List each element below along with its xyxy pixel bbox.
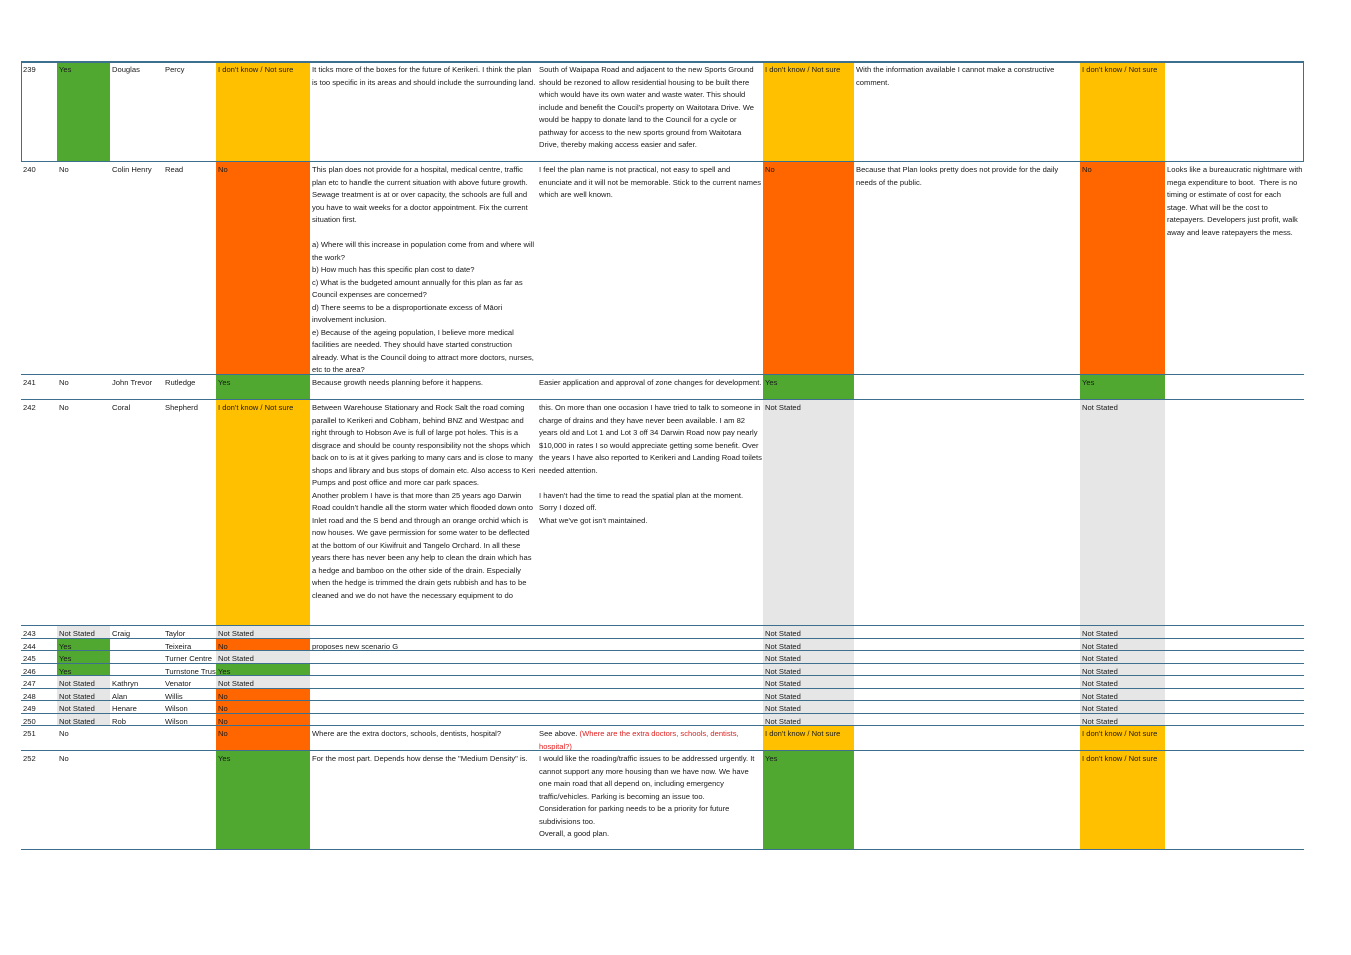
table-row xyxy=(21,725,1304,750)
cell-support: No xyxy=(216,639,310,651)
cell-comment: Looks like a bureaucratic nightmare with mega expenditure to boot. There is no timing or estimate of cost for each stage. What will be the cost to ratepayers. Developers just profit, walk away and leave ratepayers the mess. xyxy=(1167,165,1305,237)
cell-support: No xyxy=(216,726,310,750)
cell-last-name: Taylor xyxy=(165,629,186,638)
cell-first-name: Alan xyxy=(112,691,128,701)
cell-id: 245 xyxy=(23,654,36,663)
cell-comment: Where are the extra doctors, schools, dentists, hospital? xyxy=(312,729,502,738)
table-row xyxy=(21,663,1304,676)
cell-comment xyxy=(854,751,1080,849)
cell-comment xyxy=(854,400,1080,625)
cell-answer: No xyxy=(59,729,69,738)
cell-support: Not Stated xyxy=(1080,689,1165,701)
cell-last-name: Willis xyxy=(165,691,183,701)
cell-support: Not Stated xyxy=(763,651,854,663)
cell-answer: Yes xyxy=(57,664,110,676)
table-row xyxy=(21,625,1304,638)
cell-comment xyxy=(1165,714,1304,726)
cell-support: Not Stated xyxy=(1080,664,1165,676)
cell-answer: Yes xyxy=(57,62,110,161)
cell-answer: Not Stated xyxy=(57,676,110,688)
cell-id: 241 xyxy=(23,378,36,387)
cell-support: I don't know / Not sure xyxy=(1080,751,1165,849)
cell-last-name xyxy=(163,751,216,849)
table-row xyxy=(21,374,1304,399)
cell-answer: No xyxy=(59,165,69,174)
cell-comment: proposes new scenario G xyxy=(312,641,399,651)
cell-support: No xyxy=(216,689,310,701)
cell-support: Not Stated xyxy=(1080,639,1165,651)
cell-comment: Between Warehouse Stationary and Rock Salt the road coming parallel to Kerikeri and Cobham, behind BNZ and Westpac and right through to Hobson Ave is full of large pot holes. This is a disgrace and should be county responsibility not the shops which back on to is at it gives parking to many cars and is close to many shops and library and bus stops of domain etc. Also access to Keri Pumps and post office and more car park spaces. Another problem I have is that more than 25 years ago Darwin Road couldn't handle all the storm water which flooded down onto Inlet road and the S bend and through an orange orchid which is now houses. We gave permission for some water to be deflected at the bottom of our Kiwifruit and Tangelo Orchard. In all these years there has never been any help to clean the drain which has a hedge and bamboo on the other side of the drain. Especially when the hedge is trimmed the drain gets rubbish and has to be cleaned and we do not have the necessary equipment to do xyxy=(312,403,536,600)
cell-comment xyxy=(1165,726,1304,750)
cell-answer: Not Stated xyxy=(57,701,110,713)
cell-comment xyxy=(537,676,763,688)
cell-last-name: Shepherd xyxy=(165,403,198,412)
table-row xyxy=(21,61,1304,161)
cell-id: 250 xyxy=(23,716,36,726)
cell-support: Yes xyxy=(1080,375,1165,399)
cell-comment: South of Waipapa Road and adjacent to the new Sports Ground should be rezoned to allow residential housing to be built there which would have its own water and waste water. This should include and benefit the Coucil's property on Waitotara Drive. We would be happy to donate land to the Council for a cycle or pathway for access to the new sports ground from Waitotara Drive, thereby making access easier and safer. xyxy=(539,65,757,149)
cell-support: No xyxy=(216,162,310,374)
cell-comment: Because that Plan looks pretty does not provide for the daily needs of the public. xyxy=(856,165,1061,187)
cell-support: No xyxy=(763,162,854,374)
cell-support: I don't know / Not sure xyxy=(1080,62,1165,161)
cell-last-name: Rutledge xyxy=(165,378,196,387)
cell-support: Not Stated xyxy=(763,689,854,701)
cell-comment xyxy=(310,664,537,676)
cell-id: 242 xyxy=(23,403,36,412)
cell-comment xyxy=(537,639,763,651)
cell-comment xyxy=(854,714,1080,726)
cell-support: No xyxy=(216,701,310,713)
cell-first-name xyxy=(110,751,163,849)
cell-comment: I feel the plan name is not practical, not easy to spell and enunciate and it will not be memorable. Stick to the current names which are well known. xyxy=(539,165,762,199)
cell-id: 246 xyxy=(23,666,36,676)
cell-support: No xyxy=(1080,162,1165,374)
cell-comment xyxy=(537,714,763,726)
cell-last-name: Turner Centre xyxy=(165,654,212,663)
table-row xyxy=(21,399,1304,625)
cell-first-name xyxy=(110,639,163,651)
cell-comment xyxy=(854,726,1080,750)
cell-support: Not Stated xyxy=(1080,651,1165,663)
cell-support: Not Stated xyxy=(216,676,310,688)
cell-first-name xyxy=(110,726,163,750)
cell-first-name: John Trevor xyxy=(112,378,153,387)
cell-comment: Easier application and approval of zone changes for development. xyxy=(539,378,762,387)
cell-support: Yes xyxy=(216,751,310,849)
cell-support: Not Stated xyxy=(763,626,854,638)
cell-comment xyxy=(1165,400,1304,625)
cell-last-name: Percy xyxy=(165,65,185,74)
cell-id: 252 xyxy=(23,754,36,763)
cell-last-name xyxy=(163,726,216,750)
cell-first-name: Rob xyxy=(112,716,126,726)
cell-support: Yes xyxy=(216,375,310,399)
cell-comment xyxy=(854,651,1080,663)
cell-first-name: Henare xyxy=(112,704,137,713)
cell-last-name: Turnstone Trus xyxy=(165,666,216,676)
cell-id: 248 xyxy=(23,691,36,701)
cell-comment xyxy=(854,639,1080,651)
cell-comment xyxy=(854,375,1080,399)
cell-comment xyxy=(310,626,537,638)
cell-support: I don't know / Not sure xyxy=(1080,726,1165,750)
comment-text: See above. xyxy=(539,729,578,738)
cell-id: 239 xyxy=(23,65,36,74)
cell-last-name: Wilson xyxy=(165,716,188,726)
cell-support: I don't know / Not sure xyxy=(763,726,854,750)
cell-support: Not Stated xyxy=(216,651,310,663)
spreadsheet xyxy=(21,61,1304,850)
cell-support: Not Stated xyxy=(763,676,854,688)
table-row xyxy=(21,161,1304,374)
cell-id: 249 xyxy=(23,704,36,713)
cell-comment xyxy=(1165,639,1304,651)
cell-comment xyxy=(1165,651,1304,663)
cell-support: Not Stated xyxy=(1080,676,1165,688)
cell-answer: Yes xyxy=(57,651,110,663)
cell-first-name: Craig xyxy=(112,629,131,638)
cell-comment xyxy=(537,689,763,701)
cell-comment xyxy=(537,626,763,638)
cell-last-name: Venator xyxy=(165,679,192,688)
cell-support: Yes xyxy=(763,751,854,849)
cell-support: Not Stated xyxy=(1080,714,1165,726)
cell-first-name xyxy=(110,664,163,676)
cell-support: Not Stated xyxy=(1080,701,1165,713)
cell-comment: For the most part. Depends how dense the "Medium Density" is. xyxy=(312,754,528,763)
cell-comment xyxy=(1165,701,1304,713)
cell-last-name: Wilson xyxy=(165,704,188,713)
cell-id: 244 xyxy=(23,641,36,651)
cell-answer: No xyxy=(59,754,69,763)
table-row xyxy=(21,700,1304,713)
cell-comment xyxy=(537,701,763,713)
table-row xyxy=(21,688,1304,701)
cell-id: 247 xyxy=(23,679,36,688)
cell-support: I don't know / Not sure xyxy=(763,62,854,161)
cell-comment xyxy=(310,676,537,688)
cell-comment: I would like the roading/traffic issues to be addressed urgently. It cannot support any more housing than we have now. We have one main road that all depend on, including emergency traffic/vehicles. Parking is becoming an issue too. Consideration for parking needs to be a priority for future subdivisions too. Overall, a good plan. xyxy=(539,754,755,838)
cell-id: 240 xyxy=(23,165,36,174)
cell-id: 251 xyxy=(23,729,36,738)
cell-support: Not Stated xyxy=(763,714,854,726)
cell-comment xyxy=(1165,689,1304,701)
cell-comment xyxy=(854,676,1080,688)
cell-answer: Not Stated xyxy=(57,626,110,638)
cell-first-name: Kathryn xyxy=(112,679,139,688)
cell-answer: No xyxy=(59,403,69,412)
cell-support: Yes xyxy=(216,664,310,676)
cell-comment xyxy=(537,664,763,676)
cell-answer: Yes xyxy=(57,639,110,651)
cell-support: Not Stated xyxy=(1080,400,1165,625)
cell-comment xyxy=(854,689,1080,701)
cell-comment: It ticks more of the boxes for the future of Kerikeri. I think the plan is too specific in its areas and should include the surrounding land. xyxy=(312,65,536,87)
cell-comment xyxy=(1165,676,1304,688)
cell-comment xyxy=(854,664,1080,676)
cell-comment: this. On more than one occasion I have tried to talk to someone in charge of drains and they have never been available. I am 82 years old and Lot 1 and Lot 3 off 34 Darwin Road now pay nearly $10,000 in rates I so would appreciate getting some benefit. Over the years I have also reported to Kerikeri and Landing Road toilets needed attention. I haven't had the time to read the spatial plan at the moment. Sorry I dozed off. What we've got isn't maintained. xyxy=(539,403,762,525)
cell-support: Not Stated xyxy=(216,626,310,638)
cell-support: Not Stated xyxy=(763,639,854,651)
cell-comment xyxy=(537,651,763,663)
cell-support: No xyxy=(216,714,310,726)
table-row xyxy=(21,638,1304,651)
cell-comment xyxy=(1165,664,1304,676)
cell-support: Not Stated xyxy=(763,664,854,676)
table-row xyxy=(21,713,1304,726)
cell-first-name: Coral xyxy=(112,403,131,412)
cell-comment xyxy=(310,701,537,713)
cell-comment xyxy=(310,714,537,726)
cell-last-name: Teixeira xyxy=(165,641,192,651)
cell-comment xyxy=(1165,751,1304,849)
cell-support: Not Stated xyxy=(763,701,854,713)
cell-comment xyxy=(1165,62,1304,161)
cell-first-name: Douglas xyxy=(112,65,140,74)
cell-support: I don't know / Not sure xyxy=(216,62,310,161)
cell-first-name xyxy=(110,651,163,663)
cell-answer: No xyxy=(59,378,69,387)
cell-comment xyxy=(310,689,537,701)
cell-support: I don't know / Not sure xyxy=(216,400,310,625)
cell-support: Yes xyxy=(763,375,854,399)
cell-comment xyxy=(854,626,1080,638)
highlighted-comment-text: (Where are the extra doctors, schools, dentists, hospital?) xyxy=(539,729,741,751)
cell-comment: This plan does not provide for a hospital, medical centre, traffic plan etc to handle the current situation with above future growth. Sewage treatment is at or over capacity, the schools are full and you have to wait weeks for a doctor appointment. Fix the current situation first. a) Where will this increase in population come from and where will the work? b) How much has this specific plan cost to date? c) What is the budgeted amount annually for this plan as far as Council expenses are concerned? d) There seems to be a disproportionate excess of Māori involvement inclusion. e) Because of the ageing population, I believe more medical facilities are needed. They should have started construction already. What is the Council doing to attract more doctors, nurses, etc to the area? xyxy=(312,165,535,374)
cell-last-name: Read xyxy=(165,165,184,174)
table-row xyxy=(21,650,1304,663)
cell-comment: With the information available I cannot make a constructive comment. xyxy=(856,65,1057,87)
cell-comment xyxy=(854,701,1080,713)
cell-comment xyxy=(1165,626,1304,638)
table-row xyxy=(21,675,1304,688)
table-row xyxy=(21,750,1304,850)
cell-first-name: Colin Henry xyxy=(112,165,152,174)
cell-comment xyxy=(310,651,537,663)
cell-answer: Not Stated xyxy=(57,689,110,701)
cell-id: 243 xyxy=(23,629,36,638)
cell-support: Not Stated xyxy=(1080,626,1165,638)
cell-answer: Not Stated xyxy=(57,714,110,726)
cell-comment xyxy=(1165,375,1304,399)
cell-comment xyxy=(537,726,763,750)
cell-comment: Because growth needs planning before it happens. xyxy=(312,378,483,387)
cell-support: Not Stated xyxy=(763,400,854,625)
